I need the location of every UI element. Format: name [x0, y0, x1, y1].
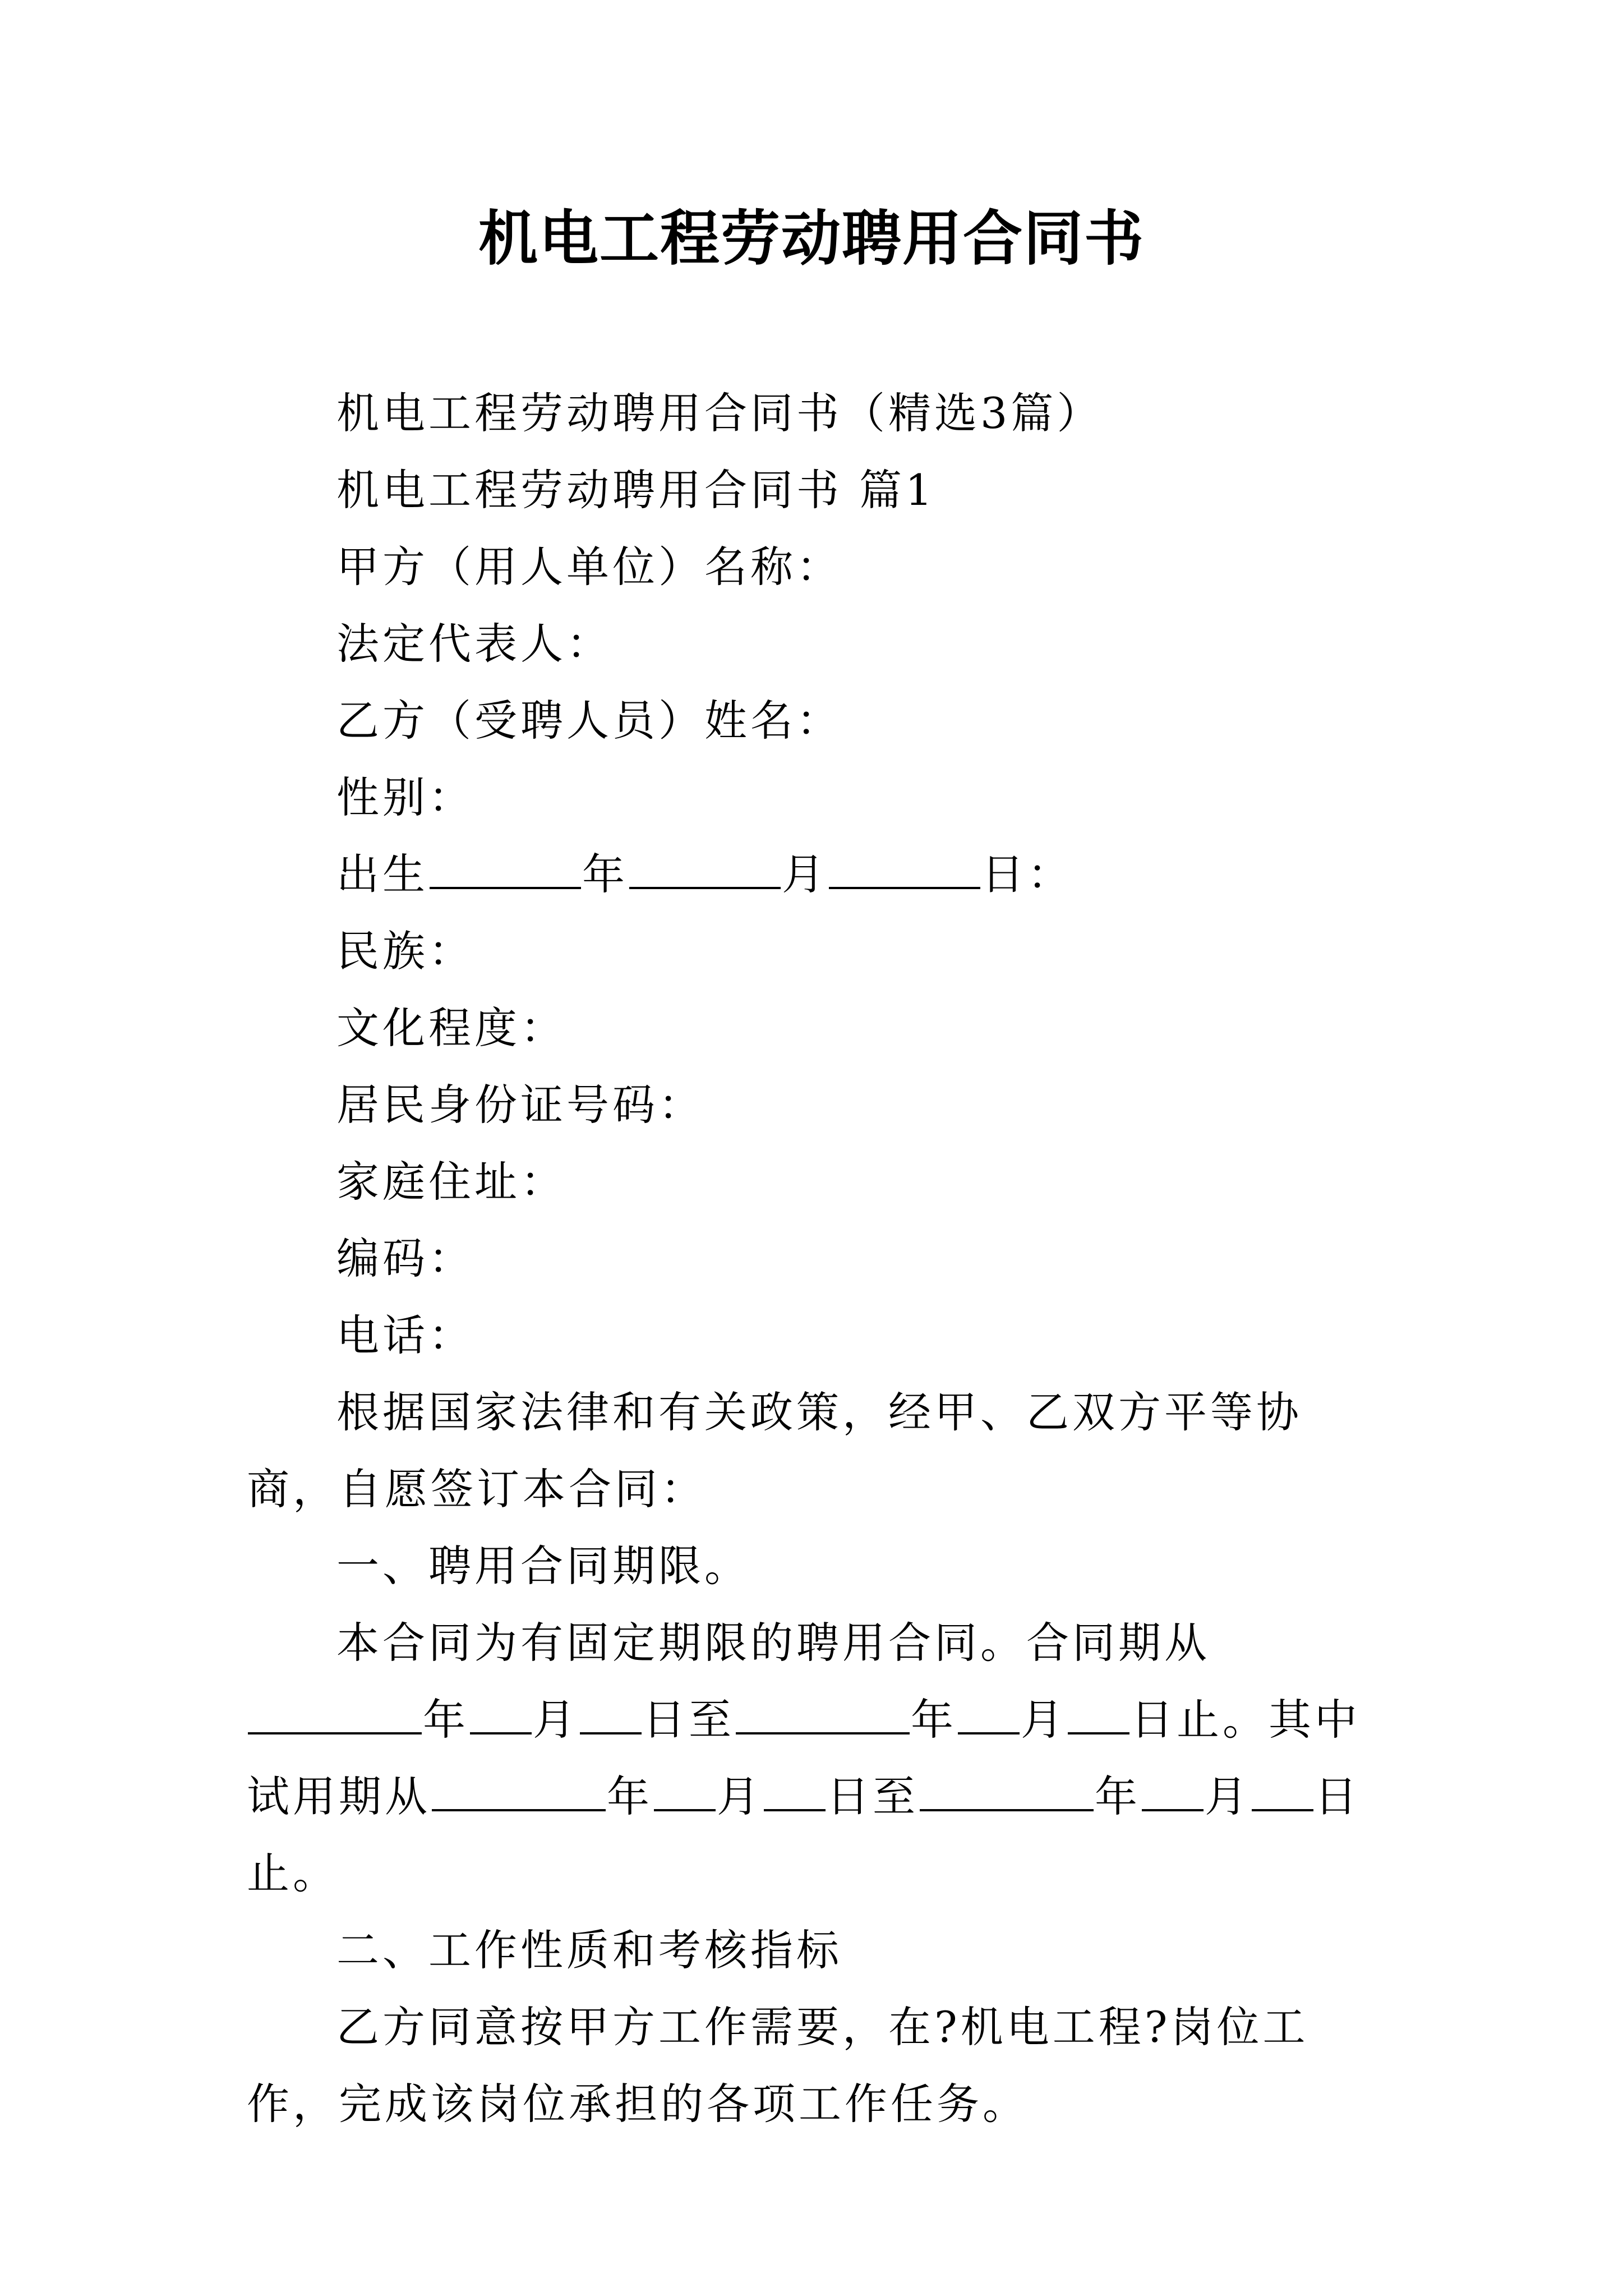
end-day-blank [1068, 1690, 1129, 1734]
section-2-paragraph: 乙方同意按甲方工作需要，在?机电工程?岗位工作，完成该岗位承担的各项工作任务。 [247, 2002, 1309, 2129]
day-to-label: 日至 [827, 1772, 919, 1821]
document-title: 机电工程劳动聘用合同书 [478, 203, 1145, 273]
chapter-heading: 机电工程劳动聘用合同书 篇1 [336, 465, 936, 515]
trial-start-month-blank [654, 1766, 716, 1811]
document-body [247, 375, 1385, 2142]
year-label: 年 [1095, 1772, 1141, 1821]
month-label: 月 [1205, 1772, 1251, 1821]
year-label: 年 [582, 849, 628, 899]
term-text: 本合同为有固定期限的聘用合同。合同期从 [336, 1618, 1210, 1668]
trial-start-year-blank [432, 1766, 606, 1811]
gender-line: 性别： [336, 772, 474, 822]
phone-line: 电话： [336, 1310, 474, 1360]
year-label: 年 [911, 1695, 957, 1745]
preamble-paragraph: 根据国家法律和有关政策，经甲、乙双方平等协商，自愿签订本合同： [247, 1387, 1302, 1514]
start-month-blank [470, 1690, 532, 1734]
month-label: 月 [782, 849, 828, 899]
trial-end-month-blank [1142, 1766, 1204, 1811]
section-1-heading: 一、聘用合同期限。 [336, 1541, 750, 1591]
month-label: 月 [717, 1772, 763, 1821]
end-month-blank [958, 1690, 1020, 1734]
day-label: 日： [981, 849, 1073, 899]
birth-day-blank [829, 844, 980, 889]
year-label: 年 [423, 1695, 469, 1745]
section-2-heading: 二、工作性质和考核指标 [336, 1925, 842, 1975]
day-end-final-label: 日止。 [247, 1772, 1361, 1898]
legal-rep-line: 法定代表人： [336, 619, 612, 669]
start-year-blank [248, 1690, 422, 1734]
trial-start-day-blank [764, 1766, 826, 1811]
subtitle-line: 机电工程劳动聘用合同书（精选3篇） [336, 388, 1103, 438]
education-line: 文化程度： [336, 1003, 566, 1053]
address-line: 家庭住址： [336, 1157, 566, 1207]
birth-date-line [247, 836, 1385, 913]
party-a-name-line: 甲方（用人单位）名称： [336, 542, 842, 592]
birth-label: 出生 [336, 849, 428, 899]
section-1-paragraph [247, 1604, 1385, 1912]
id-number-line: 居民身份证号码： [336, 1080, 704, 1130]
party-b-name-line: 乙方（受聘人员）姓名： [336, 696, 842, 746]
start-day-blank [580, 1690, 642, 1734]
year-label: 年 [607, 1772, 653, 1821]
month-label: 月 [1021, 1695, 1067, 1745]
ethnicity-line: 民族： [336, 926, 474, 976]
trial-end-day-blank [1252, 1766, 1313, 1811]
trial-end-year-blank [920, 1766, 1094, 1811]
day-end-label: 日止。其中试用期从 [247, 1695, 1361, 1821]
birth-year-blank [430, 844, 581, 889]
month-label: 月 [533, 1695, 579, 1745]
end-year-blank [736, 1690, 910, 1734]
day-to-label: 日至 [643, 1695, 735, 1745]
postcode-line: 编码： [336, 1234, 474, 1283]
birth-month-blank [629, 844, 781, 889]
